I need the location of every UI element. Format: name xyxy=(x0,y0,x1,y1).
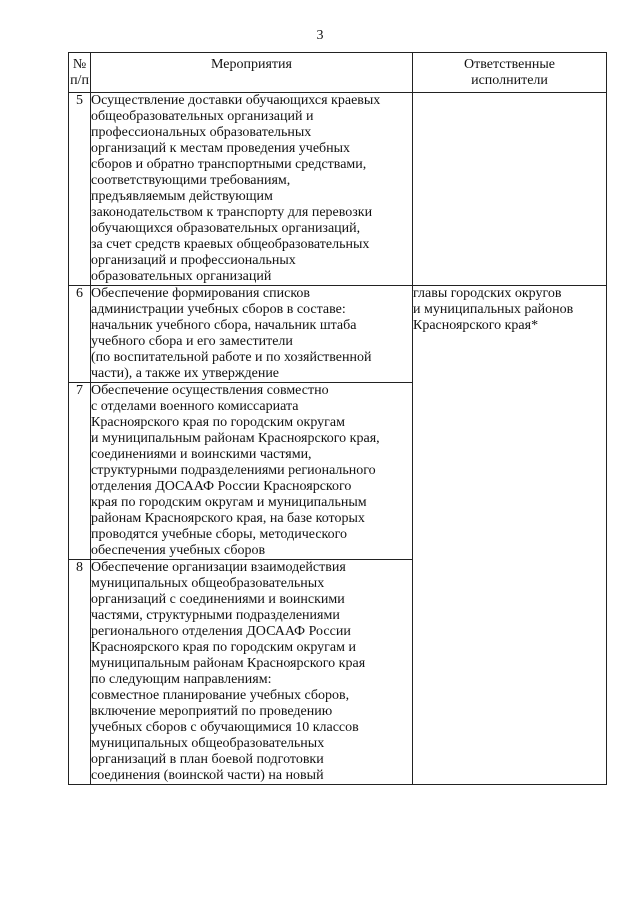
table-row xyxy=(69,286,607,383)
row-responsible xyxy=(413,93,607,286)
header-number: № п/п xyxy=(69,53,91,93)
activities-table xyxy=(68,52,607,785)
row-activity: Обеспечение формирования списков администрации учебных сборов в составе: начальник учебного сбора, начальник штаба учебного сбора и его заместители (по воспитательной работе и по хозяйственной части), а также их утверждение xyxy=(91,286,413,383)
row-activity: Осуществление доставки обучающихся краевых общеобразовательных организаций и профессиональных образовательных организаций к местам проведения учебных сборов и обратно транспортными средствами, соответствующими требованиям, предъявляемым действующим законодательством к транспорту для перевозки обучающихся образовательных организаций, за счет средств краевых общеобразовательных организаций и профессиональных образовательных организаций xyxy=(91,93,413,286)
row-number: 7 xyxy=(69,383,91,560)
row-number: 5 xyxy=(69,93,91,286)
table-header-row xyxy=(69,53,607,93)
header-responsible: Ответственные исполнители xyxy=(413,53,607,93)
table-row xyxy=(69,93,607,286)
header-activity: Мероприятия xyxy=(91,53,413,93)
row-responsible: главы городских округов и муниципальных районов Красноярского края* xyxy=(413,286,607,785)
page-number: 3 xyxy=(316,28,324,43)
row-activity: Обеспечение организации взаимодействия муниципальных общеобразовательных организаций с соединениями и воинскими частями, структурными подразделениями регионального отделения ДОСААФ России Красноярского края по городским округам и муниципальным районам Красноярского края по следующим направлениям: совместное планирование учебных сборов, включение мероприятий по проведению учебных сборов с обучающимися 10 классов муниципальных общеобразовательных организаций в план боевой подготовки соединения (воинской части) на новый xyxy=(91,560,413,785)
row-number: 8 xyxy=(69,560,91,785)
row-activity: Обеспечение осуществления совместно с отделами военного комиссариата Красноярского края по городским округам и муниципальным районам Красноярского края, соединениями и воинскими частями, структурными подразделениями регионального отделения ДОСААФ России Красноярского края по городским округам и муниципальным районам Красноярского края, на базе которых проводятся учебные сборы, методического обеспечения учебных сборов xyxy=(91,383,413,560)
row-number: 6 xyxy=(69,286,91,383)
